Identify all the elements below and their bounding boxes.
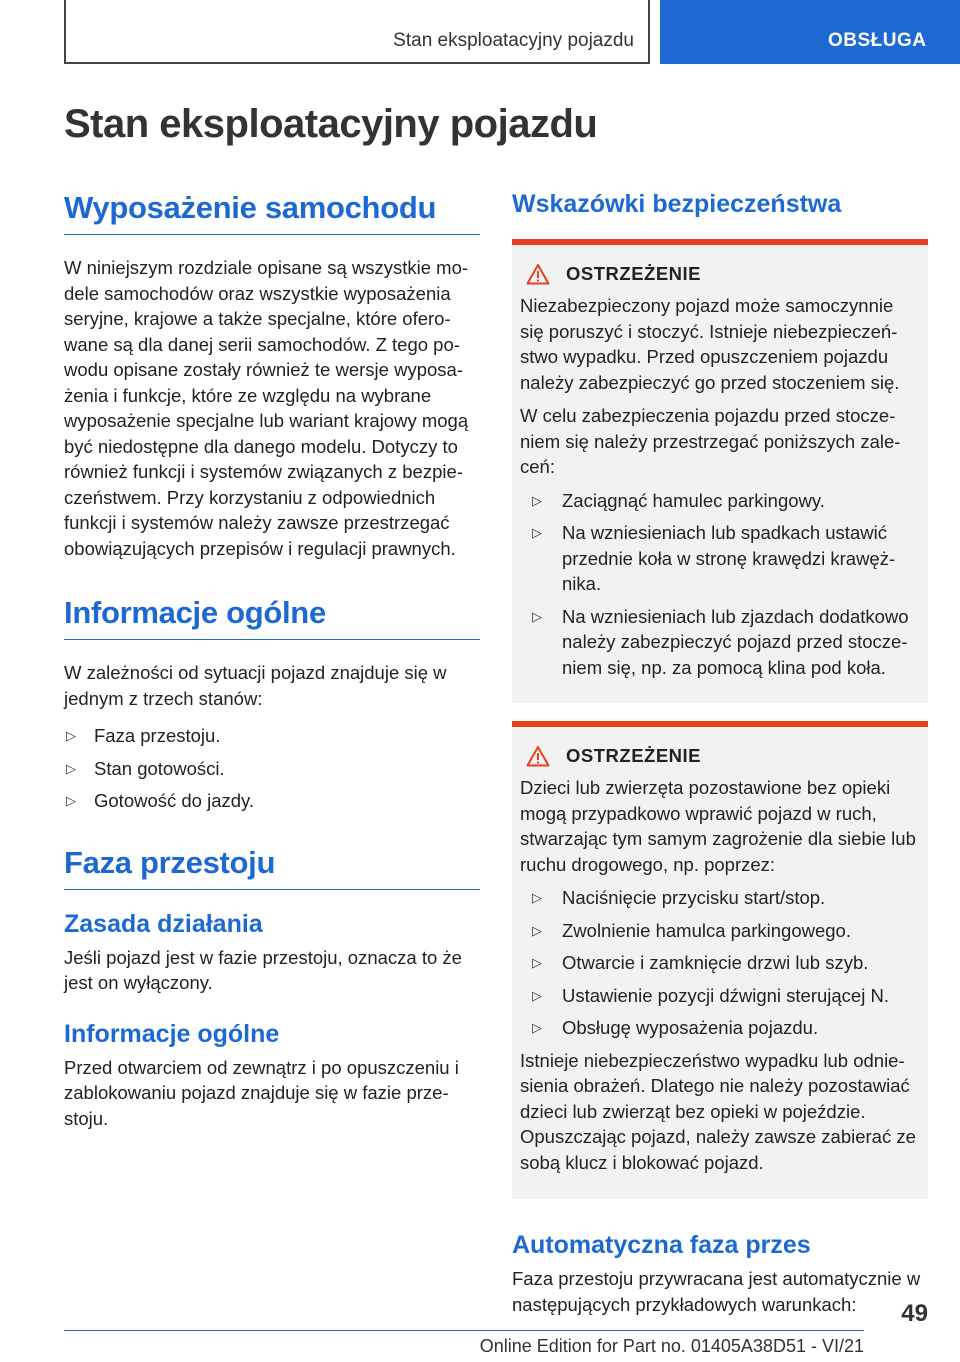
warning-text: W celu zabezpieczenia pojazdu przed stoczeniem się należy przestrzegać poniższych zaleceń: [520, 405, 901, 477]
list-item: ▷ Na wzniesieniach lub zjazdach dodatkowo należy zabezpieczyć pojazd przed stoczeniem się, np. za pomocą klina pod koła. [532, 605, 909, 678]
list-item: ▷ Faza przestoju. [64, 723, 480, 749]
triangle-bullet-icon: ▷ [532, 525, 542, 540]
list-item: ▷ Naciśnięcie przycisku start/stop. [520, 885, 920, 911]
left-column [64, 190, 480, 1131]
list-item: ▷ Zwolnienie hamulca parkingowego. [520, 918, 920, 944]
list-item: ▷ Zaciągnąć hamulec parkingowy. [520, 488, 920, 514]
triangle-bullet-icon: ▷ [532, 608, 542, 624]
triangle-bullet-icon: ▷ [66, 728, 76, 743]
triangle-bullet-icon: ▷ [532, 987, 542, 1003]
triangle-bullet-icon: ▷ [66, 760, 76, 776]
header-chapter-label: OBSŁUGA [828, 30, 927, 51]
triangle-bullet-icon: ▷ [532, 890, 542, 905]
list-item: ▷ Ustawienie pozycji dźwigni sterującej N. [520, 983, 920, 1009]
list-item: ▷ Obsługę wyposażenia pojazdu. [520, 1015, 920, 1041]
triangle-bullet-icon: ▷ [532, 1020, 542, 1035]
page-number: 49 [901, 1300, 928, 1327]
warning-text: Dzieci lub zwierzęta pozostawione bez opieki mogą przypadkowo wprawić pojazd w ruch, stwarzając tym samym zagrożenie dla siebie lub ruchu drogowego, np. poprzez: [520, 777, 916, 875]
page-title: Stan eksploatacyjny pojazdu [64, 102, 598, 146]
triangle-bullet-icon: ▷ [532, 922, 542, 938]
warning-triangle-icon [526, 745, 550, 767]
warning-text: Istnieje niebezpieczeństwo wypadku lub odniesienia obrażeń. Dlatego nie należy pozostawiać dzieci lub zwierząt bez opieki w pojeździe. Opuszczając pojazd, należy zawsze zabierać ze sobą klucz i blokować pojazd. [520, 1049, 916, 1173]
right-column [512, 190, 928, 1317]
heading-zasada: Zasada działania [64, 909, 263, 938]
list-item: ▷ Gotowość do jazdy. [64, 788, 480, 814]
heading-wskazowki: Wskazówki bezpieczeństwa [512, 190, 842, 218]
heading-faza-przestoju: Faza przestoju [64, 845, 480, 890]
header-chapter-tab[interactable] [660, 0, 960, 64]
heading-informacje: Informacje ogólne [64, 595, 480, 640]
triangle-bullet-icon: ▷ [532, 492, 542, 508]
warning-list [520, 488, 920, 681]
list-item: ▷ Na wzniesieniach lub spadkach ustawić przednie koła w stronę krawędzi krawężnika. [532, 522, 896, 594]
footer-edition: Online Edition for Part no. 01405A38D51 - VI/21 [479, 1336, 864, 1356]
triangle-bullet-icon: ▷ [532, 955, 542, 970]
warning-list [520, 885, 920, 1041]
warning-title: OSTRZEŻENIE [566, 745, 702, 766]
warning-title: OSTRZEŻENIE [566, 263, 702, 284]
warning-box-2 [512, 721, 928, 1199]
warning-triangle-icon [526, 263, 550, 285]
states-list [64, 723, 480, 814]
header-section-title: Stan eksploatacyjny pojazdu [393, 30, 634, 51]
paragraph-wyposazenie: W niniejszym rozdziale opisane są wszystkie modele samochodów oraz wszystkie wyposażenia seryjne, krajowe a także specjalne, które oferowane są dla danej serii samochodów. Z tego powodu opisane zostały również te wersje wyposażenia i funkcje, które ze względu na wybrane wyposażenie specjalne lub wariant krajowy mogą być niedostępne dla danego modelu. Dotyczy to również funkcji i systemów związanych z bezpieczeństwem. Przy korzystaniu z odpowiednich funkcji i systemów należy zawsze przestrzegać obowiązujących przepisów i regulacji prawnych. [64, 257, 469, 559]
list-item: ▷ Stan gotowości. [64, 756, 480, 782]
warning-box-1 [512, 239, 928, 703]
triangle-bullet-icon: ▷ [66, 793, 76, 808]
heading-info-ogolne: Informacje ogólne [64, 1019, 280, 1048]
warning-text: Niezabezpieczony pojazd może samoczynnie się poruszyć i stoczyć. Istnieje niebezpieczeństwo wypadku. Przed opuszczeniem pojazdu należy zabezpieczyć go przed stoczeniem się. [520, 295, 900, 393]
header-section-box [64, 0, 650, 64]
paragraph-informacje: W zależności od sytuacji pojazd znajduje się w jednym z trzech stanów: [64, 662, 447, 709]
list-item: ▷ Otwarcie i zamknięcie drzwi lub szyb. [520, 950, 920, 976]
paragraph-zasada: Jeśli pojazd jest w fazie przestoju, oznacza to że jest on wyłączony. [64, 946, 462, 993]
paragraph-info-ogolne: Przed otwarciem od zewnątrz i po opuszczeniu i zablokowaniu pojazd znajduje się w fazie przestoju. [64, 1056, 459, 1129]
heading-automatyczna: Automatyczna faza przes [512, 1231, 811, 1259]
footer-divider [64, 1330, 864, 1331]
heading-wyposazenie: Wyposażenie samochodu [64, 190, 480, 235]
paragraph-automatyczna: Faza przestoju przywracana jest automatycznie w następujących przykładowych warunkach: [512, 1268, 921, 1315]
page-header [0, 0, 960, 66]
